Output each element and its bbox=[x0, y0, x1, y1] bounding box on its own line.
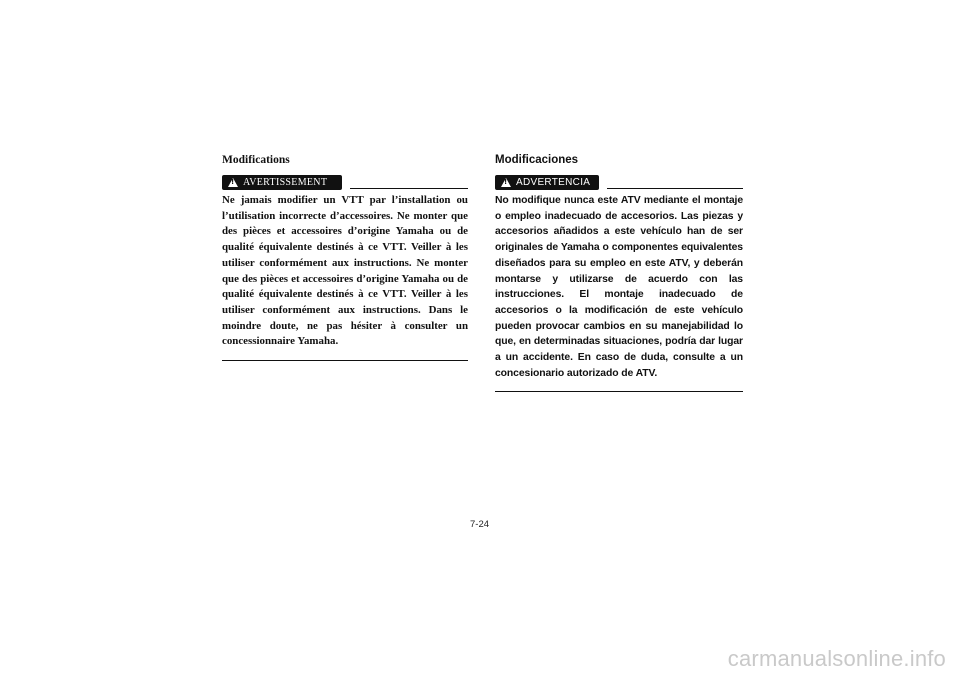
warning-rule-top-spanish bbox=[607, 188, 743, 189]
warning-label-spanish: ADVERTENCIA bbox=[516, 176, 591, 188]
spanish-column bbox=[495, 154, 743, 392]
warning-triangle-icon bbox=[501, 178, 511, 187]
watermark-text: carmanualsonline.info bbox=[727, 646, 946, 671]
warning-triangle-icon bbox=[228, 178, 238, 187]
warning-header-spanish bbox=[495, 174, 743, 190]
warning-label-french: AVERTISSEMENT bbox=[243, 176, 328, 188]
warning-badge-french bbox=[222, 175, 342, 190]
warning-rule-bottom-french bbox=[222, 360, 468, 361]
section-heading-spanish: Modificaciones bbox=[495, 154, 579, 166]
warning-rule-bottom-spanish bbox=[495, 391, 743, 392]
page-number: 7-24 bbox=[470, 519, 490, 530]
french-column bbox=[222, 154, 468, 361]
warning-header-french bbox=[222, 174, 468, 190]
warning-rule-top-french bbox=[350, 188, 468, 189]
warning-text-french: Ne jamais modifier un VTT par l’installation ou l’utilisation incorrecte d’accessoires. Ne monter que des pièces et accessoires d’origine Yamaha ou de qualité équivalente destinés à ce VTT. Veiller à les utiliser conformément aux instructions. Ne monter que des pièces et accessoires d’origine Yamaha ou de qualité équivalente destinés à ce VTT. Veiller à les utiliser conformément aux instructions. Dans le moindre doute, ne pas hésiter à consulter un concessionnaire Yamaha. bbox=[222, 194, 468, 348]
warning-badge-spanish bbox=[495, 175, 599, 190]
section-heading-french: Modifications bbox=[222, 154, 290, 166]
warning-text-spanish: No modifique nunca este ATV mediante el montaje o empleo inadecuado de accesorios. Las piezas y accesorios añadidos a este vehículo han de ser originales de Yamaha o componentes equivalentes diseñados para su empleo en este ATV, y deberán montarse y utilizarse de acuerdo con las instrucciones. El montaje inadecuado de accesorios o la modificación de este vehículo pueden provocar cambios en su manejabilidad lo que, en determinadas situaciones, podría dar lugar a un accidente. En caso de duda, consulte a un concesionario autorizado de ATV. bbox=[495, 195, 743, 379]
